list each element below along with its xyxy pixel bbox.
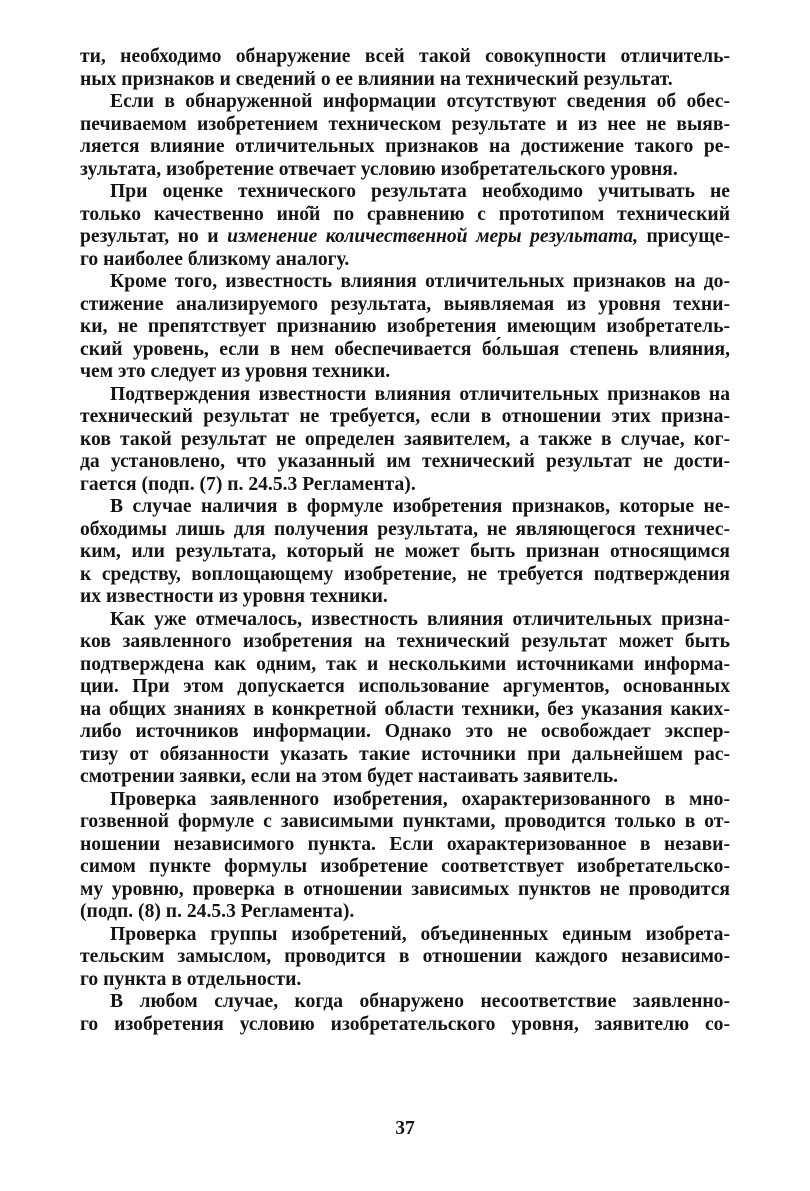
text-line: Проверка заявленного изобретения, охарактеризованного в мно- (110, 788, 730, 810)
text-line: да установлено, что указанный им технический результат не дости- (80, 451, 730, 472)
page-number: 37 (395, 1118, 415, 1139)
text-line: ков такой результат не определен заявителем, а также в случае, ког- (80, 428, 730, 450)
text-line: обходимы лишь для получения результата, не являющегося техничес- (80, 518, 730, 540)
italic-phrase: изменение количественной меры результата, (227, 226, 638, 247)
text-line: ношении независимого пункта. Если охарактеризованное в незави- (80, 833, 730, 855)
text-line: гозвенной формуле с зависимыми пунктами, проводится только в от- (80, 811, 730, 832)
text-line: Кроме того, известность влияния отличительных признаков на до- (110, 271, 730, 292)
text-line: го пункта в отдельности. (80, 968, 302, 990)
text-line: гается (подп. (7) п. 24.5.3 Регламента). (80, 473, 416, 495)
text-line: (подп. (8) п. 24.5.3 Регламента). (80, 901, 355, 922)
text-line: ции. При этом допускается использование аргументов, основанных (80, 676, 730, 697)
text-line: Подтверждения известности влияния отличительных признаков на (110, 383, 730, 405)
text-line: ляется влияние отличительных признаков на достижение такого ре- (80, 136, 730, 157)
text-line: Если в обнаруженной информации отсутствуют сведения об обес- (110, 91, 730, 112)
text-line: Проверка группы изобретений, объединенных единым изобрета- (110, 923, 730, 945)
text-line: ных признаков и сведений о ее влиянии на технический результат. (80, 68, 673, 90)
text-line: стижение анализируемого результата, выявляемая из уровня техни- (80, 293, 730, 315)
body-text (80, 46, 730, 1036)
text-line: подтверждена как одним, так и несколькими источниками информа- (80, 653, 730, 675)
text-line: смотрении заявки, если на этом будет настаивать заявитель. (80, 766, 619, 787)
text-line: их известности из уровня техники. (80, 586, 388, 607)
text-line: При оценке технического результата необходимо учитывать не (110, 181, 730, 202)
text-fragment: результат, но и (80, 226, 228, 247)
text-line: симом пункте формулы изобретение соответствует изобретательско- (80, 856, 730, 877)
text-line: чем это следует из уровня техники. (80, 361, 391, 382)
text-line: В любом случае, когда обнаружено несоответствие заявленно- (110, 991, 730, 1012)
text-line: к средству, воплощающему изобретение, не требуется подтверждения (80, 563, 730, 585)
text-line: В случае наличия в формуле изобретения признаков, которые не- (110, 496, 730, 517)
text-line: либо источников информации. Однако это не освобождает экспер- (80, 721, 730, 742)
text-line: ков заявленного изобретения на технический результат может быть (80, 631, 730, 652)
text-line: ким, или результата, который не может быть признан относящимся (80, 541, 730, 562)
text-line: му уровню, проверка в отношении зависимых пунктов не проводится (80, 878, 730, 900)
text-line: Как уже отмечалось, известность влияния отличительных призна- (110, 608, 730, 630)
text-line: технический результат не требуется, если в отношении этих призна- (80, 406, 730, 427)
text-fragment: присуще- (646, 226, 730, 247)
text-line: го наиболее близкому аналогу. (80, 248, 350, 270)
text-line: тельским замыслом, проводится в отношении каждого независимо- (80, 946, 730, 967)
text-line: только качественно ино̂й по сравнению с прототипом технический (80, 203, 730, 225)
text-line: зультата, изобретение отвечает условию изобретательского уровня. (80, 158, 678, 180)
text-line: тизу от обязанности указать такие источники при дальнейшем рас- (80, 743, 730, 765)
text-line-with-italic (80, 226, 730, 249)
text-line: на общих знаниях в конкретной области техники, без указания каких- (80, 698, 730, 720)
text-line: ки, не препятствует признанию изобретения имеющим изобретатель- (80, 316, 730, 337)
text-line: ти, необходимо обнаружение всей такой совокупности отличитель- (80, 46, 730, 67)
text-line: ский уровень, если в нем обеспечивается бо́льшая степень влияния, (80, 338, 730, 360)
text-line: го изобретения условию изобретательского уровня, заявителю со- (80, 1013, 730, 1035)
text-line: печиваемом изобретением техническом результате и из нее не выяв- (80, 113, 730, 135)
